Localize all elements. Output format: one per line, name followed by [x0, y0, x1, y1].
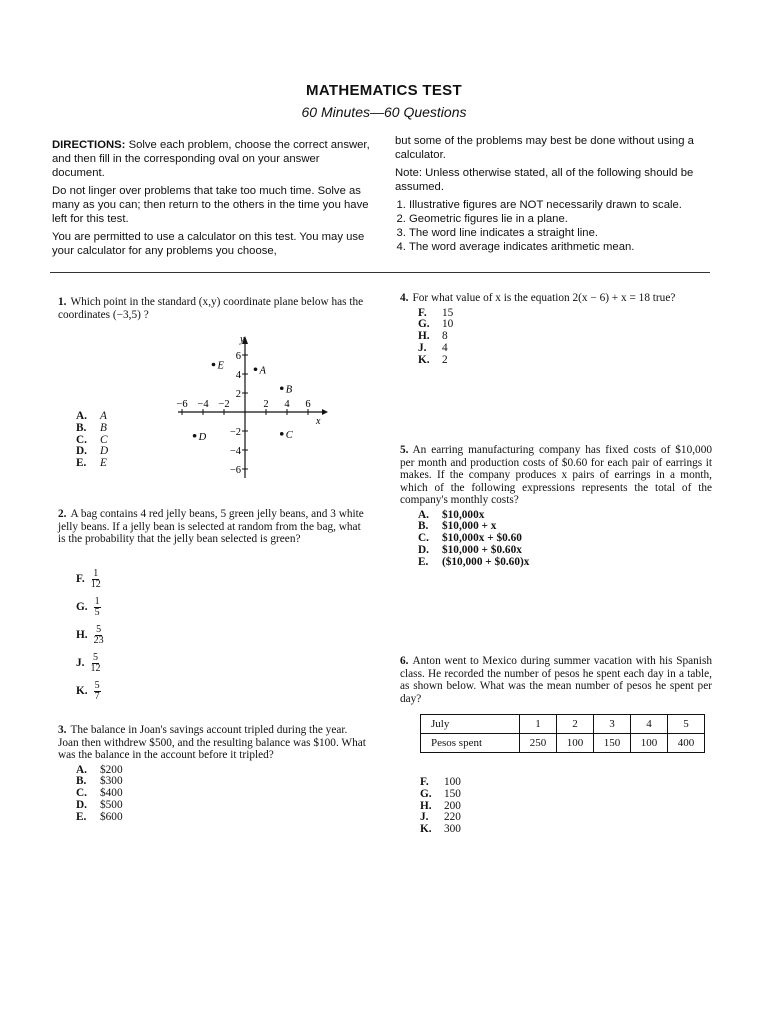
x-axis-arrow — [322, 409, 328, 415]
note-item: 4. The word average indicates arithmetic mean. — [409, 240, 713, 254]
table-row — [421, 715, 705, 734]
option-letter: J. — [420, 811, 429, 824]
option-text: $400 — [100, 787, 123, 800]
numerator: 5 — [94, 680, 100, 691]
denominator: 7 — [94, 691, 100, 702]
question-5-number: 5. — [400, 444, 409, 456]
option-text: A — [100, 410, 107, 422]
answer-option[interactable] — [76, 569, 101, 590]
question-2-number: 2. — [58, 508, 67, 520]
answer-option[interactable] — [420, 824, 461, 836]
option-letter: A. — [76, 410, 87, 422]
answer-option[interactable] — [76, 653, 100, 674]
answer-option[interactable] — [418, 343, 715, 355]
question-3-stem — [58, 724, 370, 762]
coordinate-plane — [160, 330, 340, 480]
option-letter: H. — [418, 330, 430, 343]
point-c-label: C — [285, 429, 293, 441]
option-text: 150 — [444, 787, 461, 800]
option-letter: G. — [418, 318, 430, 331]
option-letter: F. — [418, 306, 427, 319]
table-cell: 150 — [594, 734, 631, 753]
point-c-marker — [280, 432, 284, 436]
option-text: $10,000x — [442, 508, 485, 521]
answer-option[interactable] — [76, 681, 101, 702]
numerator: 1 — [93, 568, 99, 579]
option-text: $600 — [100, 810, 123, 823]
question-2-text: A bag contains 4 red jelly beans, 5 green jelly beans, and 3 white jelly beans. If a jelly bean is selected at random from the bag, what is the probability that the jelly bean selected is green? — [58, 508, 364, 545]
option-text: E — [100, 457, 107, 470]
fraction — [90, 653, 100, 674]
point-e-marker — [212, 363, 216, 367]
answer-option[interactable] — [418, 319, 715, 331]
option-letter: B. — [418, 520, 429, 533]
answer-option[interactable] — [76, 597, 101, 618]
question-5-text: An earring manufacturing company has fixed costs of $10,000 per month and production costs of $0.60 for each pair of earrings it makes. If the company produces x pairs of earrings in a month, which of the following expressions represents the total of the company's monthly costs? — [400, 444, 712, 506]
y-tick-label: −2 — [229, 427, 241, 438]
table-cell: 400 — [668, 734, 705, 753]
option-letter: F. — [420, 776, 429, 788]
directions-paragraph-4: but some of the problems may best be done without using a calculator. — [395, 135, 694, 161]
directions-text-1: Solve each problem, choose the correct answer, and then fill in the corresponding oval on your answer document. — [52, 139, 370, 179]
option-text: ($10,000 + $0.60)x — [442, 555, 530, 568]
tick-labels — [176, 351, 310, 476]
option-letter: J. — [76, 657, 85, 670]
question-3 — [58, 724, 370, 823]
point-d-marker — [193, 434, 197, 438]
y-tick-label: 4 — [235, 370, 241, 381]
point-b-label: B — [285, 384, 293, 396]
option-letter: J. — [418, 341, 427, 354]
table-header-cell: Pesos spent — [421, 734, 520, 753]
question-5 — [400, 444, 712, 568]
question-6-text: Anton went to Mexico during summer vacation with his Spanish class. He recorded the number of pesos he spent each day in a table, as shown below. What was the mean number of pesos he spent per day? — [400, 655, 712, 705]
option-text: D — [100, 445, 109, 458]
answer-option[interactable] — [76, 812, 370, 824]
note-item: 1. Illustrative figures are NOT necessarily drawn to scale. — [409, 198, 713, 212]
point-a-label: A — [259, 365, 266, 377]
question-6-stem — [400, 655, 712, 705]
question-4-options — [418, 308, 715, 367]
y-axis-label: y — [240, 334, 245, 345]
option-letter: B. — [76, 421, 87, 434]
question-3-text: The balance in Joan's savings account tripled during the year. Joan then withdrew $500, and the resulting balance was $100. What was the balance in the account before it tripled? — [58, 724, 366, 761]
note-item: 3. The word line indicates a straight line. — [409, 226, 713, 240]
fraction — [94, 625, 104, 646]
option-letter: K. — [418, 353, 430, 366]
answer-option[interactable] — [76, 625, 104, 646]
x-tick-label: 4 — [284, 399, 290, 410]
option-letter: K. — [420, 823, 432, 836]
answer-option[interactable] — [418, 331, 715, 343]
x-tick-label: 6 — [305, 399, 311, 410]
numerator: 1 — [94, 596, 100, 607]
pesos-table — [420, 714, 705, 753]
point-a-marker — [254, 367, 258, 371]
option-text: $200 — [100, 763, 123, 776]
point-b-marker — [280, 386, 284, 390]
option-letter: G. — [76, 601, 88, 614]
table-cell: 3 — [594, 715, 631, 734]
fraction — [94, 597, 101, 618]
question-5-options — [418, 510, 712, 569]
question-1 — [58, 296, 368, 321]
point-e-label: E — [217, 360, 224, 372]
table-cell: 4 — [631, 715, 668, 734]
directions-paragraph-2: Do not linger over problems that take too much time. Solve as many as you can; then return to the others in the time you have left for this test. — [52, 185, 369, 225]
option-text: 10 — [442, 318, 454, 331]
question-1-text: Which point in the standard (x,y) coordinate plane below has the coordinates (−3,5) ? — [58, 296, 364, 321]
directions-label: DIRECTIONS: — [52, 139, 126, 151]
x-tick-label: −6 — [176, 399, 188, 410]
directions-paragraph-3: You are permitted to use a calculator on this test. You may use your calculator for any problems you choose, — [52, 231, 365, 257]
question-3-options — [76, 765, 370, 824]
x-tick-label: −2 — [218, 399, 230, 410]
question-4-stem — [400, 292, 715, 305]
question-5-stem — [400, 444, 712, 507]
option-text: 300 — [444, 823, 461, 836]
option-text: 8 — [442, 330, 448, 343]
option-letter: H. — [420, 799, 432, 812]
question-1-options — [76, 411, 108, 470]
x-tick-label: −4 — [197, 399, 209, 410]
note-item: 2. Geometric figures lie in a plane. — [409, 212, 713, 226]
option-text: $10,000 + $0.60x — [442, 543, 522, 556]
directions-paragraph-1 — [52, 138, 370, 180]
option-text: C — [100, 433, 108, 446]
y-tick-label: −4 — [229, 446, 241, 457]
question-4-text: For what value of x is the equation 2(x − 6) + x = 18 true? — [412, 292, 676, 304]
option-text: 200 — [444, 799, 461, 812]
fraction — [94, 681, 101, 702]
option-text: B — [100, 421, 107, 434]
table-cell: 2 — [557, 715, 594, 734]
table-header-cell: July — [421, 715, 520, 734]
denominator: 23 — [93, 635, 104, 646]
table-cell: 5 — [668, 715, 705, 734]
option-text: $10,000x + $0.60 — [442, 532, 522, 545]
option-text: 2 — [442, 353, 448, 366]
question-1-stem — [58, 296, 368, 321]
option-text: $300 — [100, 775, 123, 788]
table-cell: 100 — [631, 734, 668, 753]
option-letter: D. — [76, 798, 87, 811]
answer-option[interactable] — [76, 458, 108, 470]
option-letter: E. — [76, 457, 87, 470]
directions-left — [52, 138, 370, 262]
option-letter: K. — [76, 685, 88, 698]
option-letter: F. — [76, 573, 85, 586]
point-d-label: D — [198, 431, 207, 443]
option-letter: B. — [76, 775, 87, 788]
option-letter: C. — [418, 532, 429, 545]
denominator: 12 — [90, 579, 101, 590]
option-letter: C. — [76, 433, 87, 446]
y-tick-label: 6 — [235, 351, 241, 362]
question-2 — [58, 508, 370, 546]
answer-option[interactable] — [418, 355, 715, 367]
x-axis-label: x — [316, 416, 321, 427]
option-letter: E. — [418, 555, 429, 568]
option-text: 220 — [444, 811, 461, 824]
question-4 — [400, 292, 715, 366]
option-letter: D. — [76, 445, 87, 458]
question-6-number: 6. — [400, 655, 409, 667]
question-3-number: 3. — [58, 724, 67, 736]
directions-right — [395, 134, 713, 254]
denominator: 12 — [90, 663, 101, 674]
question-6-options — [420, 777, 461, 836]
answer-option[interactable] — [418, 557, 712, 569]
table-cell: 100 — [557, 734, 594, 753]
option-letter: A. — [76, 763, 87, 776]
page-title: MATHEMATICS TEST — [306, 82, 462, 99]
y-tick-label: −6 — [229, 465, 241, 476]
option-letter: G. — [420, 787, 432, 800]
option-text: 100 — [444, 776, 461, 788]
directions-notes-list — [395, 198, 713, 254]
table-cell: 1 — [520, 715, 557, 734]
question-1-number: 1. — [58, 296, 67, 308]
y-tick-label: 2 — [235, 389, 241, 400]
answer-option[interactable] — [418, 308, 715, 320]
section-divider — [50, 272, 710, 273]
option-letter: H. — [76, 629, 88, 642]
page-subtitle: 60 Minutes—60 Questions — [301, 104, 467, 120]
denominator: 5 — [94, 607, 100, 618]
x-tick-label: 2 — [263, 399, 269, 410]
option-letter: A. — [418, 508, 429, 521]
option-letter: D. — [418, 543, 429, 556]
numerator: 5 — [96, 624, 102, 635]
directions-note: Note: Unless otherwise stated, all of the following should be assumed. — [395, 167, 694, 193]
question-6 — [400, 655, 712, 705]
option-text: 4 — [442, 341, 448, 354]
table-cell: 250 — [520, 734, 557, 753]
question-2-stem — [58, 508, 370, 546]
option-letter: E. — [76, 810, 87, 823]
option-text: $10,000 + x — [442, 520, 497, 533]
option-letter: C. — [76, 787, 87, 800]
question-4-number: 4. — [400, 292, 409, 304]
table-row — [421, 734, 705, 753]
option-text: 15 — [442, 306, 454, 319]
numerator: 5 — [92, 652, 98, 663]
option-text: $500 — [100, 798, 123, 811]
fraction — [91, 569, 101, 590]
